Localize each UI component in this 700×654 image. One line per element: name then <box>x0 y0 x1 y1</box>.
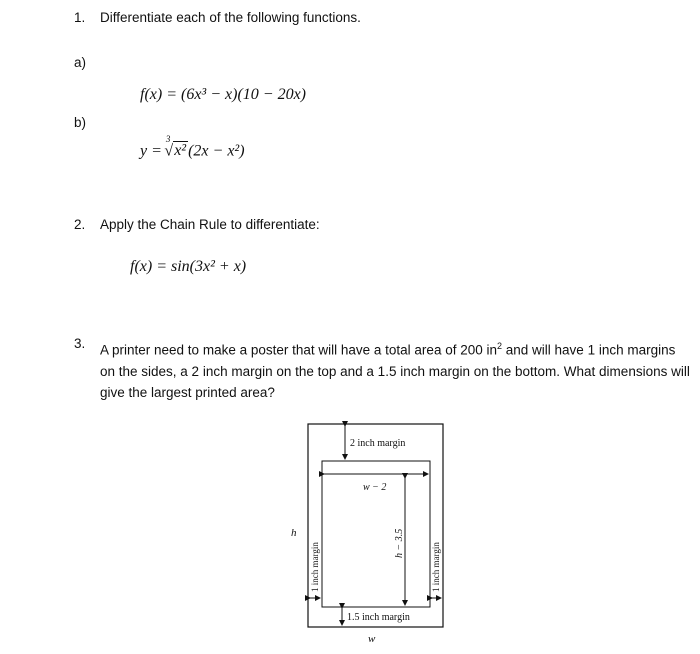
q2-expression: f(x) = sin(3x² + x) <box>130 258 247 275</box>
top-margin-label: 2 inch margin <box>350 438 406 449</box>
q1b-root-index: 3 <box>165 134 171 144</box>
q1b-radicand: x² <box>174 142 187 160</box>
q2-number: 2. <box>74 217 86 232</box>
inner-width-label: w − 2 <box>363 482 387 493</box>
q3-text-part1: A printer need to make a poster that will have a total area of 200 in <box>100 342 497 358</box>
radical-symbol: √ <box>164 142 174 160</box>
q3-number: 3. <box>74 336 86 351</box>
q3-text-part2: and will have 1 inch margins on the sides, a 2 inch margin on the top and a 1.5 inch margin on the bottom. What dimensions will give the largest printed area? <box>100 342 690 400</box>
q1b-prefix: y = <box>140 142 166 160</box>
inner-height-label: h − 3.5 <box>394 528 405 558</box>
q2-text: Apply the Chain Rule to differentiate: <box>100 217 320 232</box>
q1a-label: a) <box>74 55 87 70</box>
width-label: w <box>368 633 376 645</box>
left-margin-label: 1 inch margin <box>310 542 320 592</box>
q1b-suffix: (2x − x²) <box>188 142 245 160</box>
height-label: h <box>291 527 297 539</box>
poster-outer-border <box>308 424 443 627</box>
right-margin-label: 1 inch margin <box>431 542 441 592</box>
q1a-expression: f(x) = (6x³ − x)(10 − 20x) <box>140 86 307 103</box>
q1-number: 1. <box>74 10 86 25</box>
q1-text: Differentiate each of the following functions. <box>100 10 361 25</box>
bottom-margin-label: 1.5 inch margin <box>347 612 410 623</box>
q1b-label: b) <box>74 115 87 130</box>
q3-unit-exponent: 2 <box>497 341 503 351</box>
